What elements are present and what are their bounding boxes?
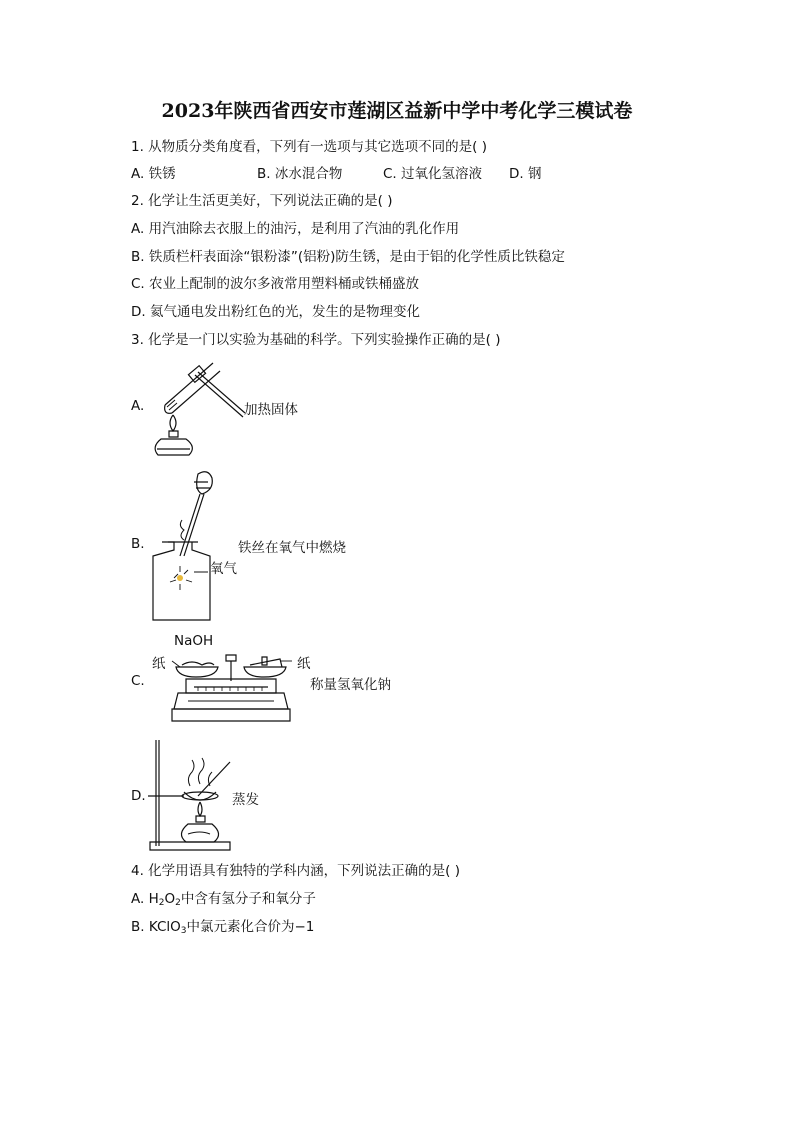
- q4-option-a-suffix: 中含有氢分子和氧分子: [180, 891, 316, 907]
- q3-option-d-letter: D.: [131, 788, 146, 804]
- q1-option-c: C. 过氧化氢溶液: [383, 166, 483, 182]
- q3-option-c-caption: 称量氢氧化钠: [310, 677, 391, 693]
- balance-weighing-diagram: [168, 645, 293, 725]
- q3-option-a-caption: 加热固体: [244, 402, 298, 418]
- q4-option-a: [131, 889, 316, 913]
- q3-option-c-paper-right-label: 纸: [297, 656, 311, 672]
- q2-option-d: D. 氦气通电发出粉红色的光，发生的是物理变化: [131, 304, 420, 320]
- q1-option-a: A. 铁锈: [131, 166, 176, 182]
- q4-option-b: [131, 917, 314, 941]
- iron-wire-oxygen-diagram: [150, 460, 220, 622]
- q3-option-c-paper-left-label: 纸: [152, 656, 166, 672]
- q3-option-c-letter: C.: [131, 673, 145, 689]
- question-3-stem: 3. 化学是一门以实验为基础的科学。下列实验操作正确的是( ): [131, 332, 501, 348]
- q3-option-a-letter: A.: [131, 398, 145, 414]
- question-1-stem: 1. 从物质分类角度看，下列有一选项与其它选项不同的是( ): [131, 139, 487, 155]
- q4-option-a-prefix: A. H: [131, 891, 159, 907]
- q2-option-b: B. 铁质栏杆表面涂“银粉漆”(铝粉)防生锈，是由于铝的化学性质比铁稳定: [131, 249, 565, 265]
- q3-option-b-letter: B.: [131, 536, 145, 552]
- q1-option-d: D. 钢: [509, 166, 542, 182]
- q3-option-b-caption: 铁丝在氧气中燃烧: [238, 540, 346, 556]
- q4-option-b-sub: 3: [180, 926, 187, 936]
- q4-option-a-mid: O: [164, 891, 176, 907]
- q4-option-b-suffix: 中氯元素化合价为−1: [186, 919, 315, 935]
- evaporation-diagram: [148, 738, 238, 852]
- q4-option-a-sub2: 2: [175, 898, 181, 908]
- q3-option-b-oxygen-label: 氧气: [210, 561, 237, 577]
- q2-option-c: C. 农业上配制的波尔多液常用塑料桶或铁桶盛放: [131, 276, 420, 292]
- q4-option-b-prefix: B. KClO: [131, 919, 181, 935]
- q4-option-a-sub1: 2: [158, 898, 165, 908]
- q2-option-a: A. 用汽油除去衣服上的油污，是利用了汽油的乳化作用: [131, 221, 460, 237]
- q1-option-b: B. 冰水混合物: [257, 166, 343, 182]
- heating-solid-diagram: [145, 355, 245, 465]
- q3-option-d-caption: 蒸发: [232, 792, 259, 808]
- page-title: 2023年陕西省西安市莲湖区益新中学中考化学三模试卷: [161, 100, 633, 122]
- q3-option-c-naoh-label: NaOH: [174, 633, 214, 649]
- question-4-stem: 4. 化学用语具有独特的学科内涵，下列说法正确的是( ): [131, 863, 460, 879]
- question-2-stem: 2. 化学让生活更美好，下列说法正确的是( ): [131, 193, 393, 209]
